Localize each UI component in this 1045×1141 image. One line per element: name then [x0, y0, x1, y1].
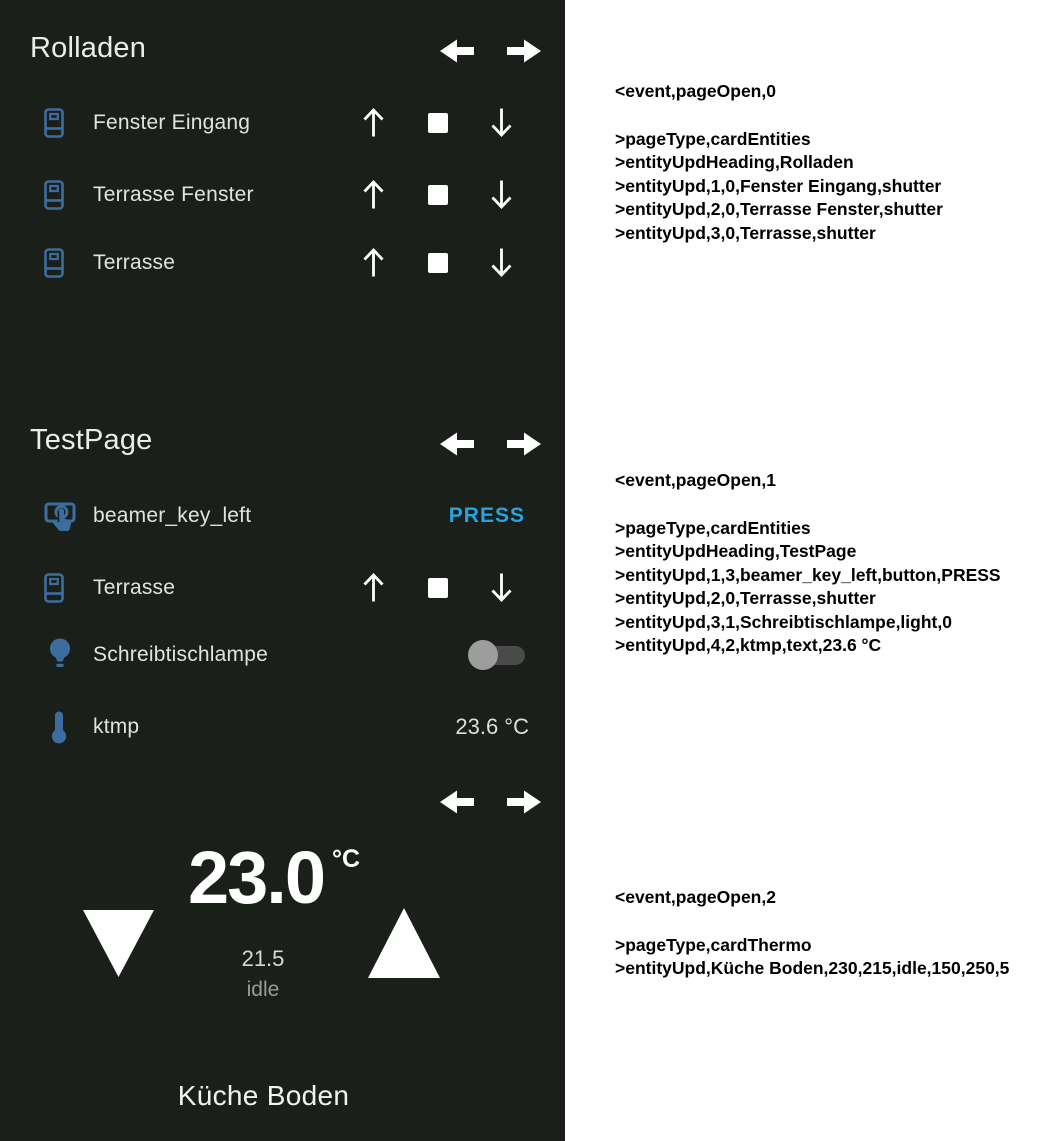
arrow-down-icon	[490, 572, 513, 603]
shutter-down-button[interactable]	[490, 247, 513, 283]
temp-increase-button[interactable]	[367, 907, 441, 984]
entity-row	[0, 481, 565, 551]
entity-row	[0, 553, 565, 623]
protocol-event-line: <event,pageOpen,0	[615, 81, 776, 101]
shutter-up-button[interactable]	[362, 247, 385, 283]
target-temperature: 21.5	[241, 946, 285, 971]
protocol-line: >entityUpd,2,0,Terrasse,shutter	[615, 588, 876, 608]
protocol-event-line: <event,pageOpen,1	[615, 470, 776, 490]
arrow-right-icon	[505, 36, 543, 66]
arrow-up-icon	[362, 572, 385, 603]
protocol-line: >entityUpd,1,0,Fenster Eingang,shutter	[615, 175, 942, 196]
nav-prev-button[interactable]	[438, 36, 476, 71]
shutter-up-button[interactable]	[362, 179, 385, 215]
protocol-line: >pageType,cardThermo	[615, 934, 812, 955]
window-shutter-icon	[44, 108, 64, 138]
current-temperature: 23.0	[188, 836, 325, 919]
entity-row	[0, 160, 565, 230]
entity-row	[0, 88, 565, 158]
lightbulb-icon	[47, 637, 73, 671]
protocol-line: >entityUpdHeading,TestPage	[615, 541, 857, 561]
arrow-down-icon	[490, 107, 513, 138]
shutter-stop-button[interactable]	[428, 113, 448, 133]
entity-label: Terrasse	[93, 251, 176, 274]
protocol-line: >pageType,cardEntities	[615, 517, 811, 538]
press-button[interactable]: PRESS	[448, 504, 525, 527]
protocol-event-line: <event,pageOpen,2	[615, 887, 776, 907]
protocol-line: >pageType,cardEntities	[615, 128, 811, 149]
page-title-rolladen: Rolladen	[30, 32, 147, 64]
protocol-line: >entityUpd,3,1,Schreibtischlampe,light,0	[615, 611, 952, 632]
protocol-block-1	[615, 469, 1001, 658]
nav-next-button[interactable]	[505, 787, 543, 822]
protocol-line: >entityUpd,1,3,beamer_key_left,button,PRESS	[615, 564, 1001, 585]
shutter-down-button[interactable]	[490, 179, 513, 215]
nav-next-button[interactable]	[505, 36, 543, 71]
shutter-down-button[interactable]	[490, 107, 513, 143]
arrow-right-icon	[505, 429, 543, 459]
nav-prev-button[interactable]	[438, 787, 476, 822]
light-toggle-switch[interactable]	[468, 640, 525, 670]
shutter-down-button[interactable]	[490, 572, 513, 608]
protocol-line: >entityUpd,Küche Boden,230,215,idle,150,250,5	[615, 958, 1010, 978]
arrow-down-icon	[490, 247, 513, 278]
triangle-up-icon	[367, 907, 441, 979]
hvac-state: idle	[246, 978, 280, 1001]
temperature-unit: °C	[332, 845, 361, 873]
toggle-knob	[468, 640, 498, 670]
protocol-block-2	[615, 886, 1009, 981]
shutter-up-button[interactable]	[362, 107, 385, 143]
thermometer-icon	[50, 709, 68, 745]
shutter-stop-button[interactable]	[428, 578, 448, 598]
entity-label: Fenster Eingang	[93, 111, 251, 134]
arrow-up-icon	[362, 107, 385, 138]
gesture-tap-button-icon	[40, 496, 80, 536]
entity-label: Terrasse	[93, 576, 176, 599]
page-title-testpage: TestPage	[30, 424, 153, 456]
window-shutter-icon	[44, 248, 64, 278]
nav-next-button[interactable]	[505, 429, 543, 464]
sensor-value: 23.6 °C	[455, 714, 529, 739]
entity-label: Schreibtischlampe	[93, 643, 268, 666]
protocol-block-0	[615, 80, 943, 245]
entity-label: beamer_key_left	[93, 504, 252, 527]
entity-row	[0, 228, 565, 298]
protocol-line: >entityUpd,2,0,Terrasse Fenster,shutter	[615, 199, 943, 219]
arrow-up-icon	[362, 179, 385, 210]
protocol-line: >entityUpd,3,0,Terrasse,shutter	[615, 222, 876, 243]
nav-prev-button[interactable]	[438, 429, 476, 464]
arrow-left-icon	[438, 36, 476, 66]
protocol-line: >entityUpd,4,2,ktmp,text,23.6 °C	[615, 635, 882, 655]
protocol-line: >entityUpdHeading,Rolladen	[615, 152, 854, 172]
entity-label: ktmp	[93, 715, 140, 738]
arrow-left-icon	[438, 429, 476, 459]
entity-row	[0, 692, 565, 762]
shutter-stop-button[interactable]	[428, 253, 448, 273]
arrow-right-icon	[505, 787, 543, 817]
arrow-up-icon	[362, 247, 385, 278]
window-shutter-icon	[44, 573, 64, 603]
shutter-stop-button[interactable]	[428, 185, 448, 205]
window-shutter-icon	[44, 180, 64, 210]
triangle-down-icon	[82, 909, 155, 978]
temp-decrease-button[interactable]	[82, 909, 155, 983]
thermostat-name: Küche Boden	[177, 1080, 350, 1111]
arrow-down-icon	[490, 179, 513, 210]
entity-label: Terrasse Fenster	[93, 183, 254, 206]
shutter-up-button[interactable]	[362, 572, 385, 608]
arrow-left-icon	[438, 787, 476, 817]
entity-row	[0, 620, 565, 690]
